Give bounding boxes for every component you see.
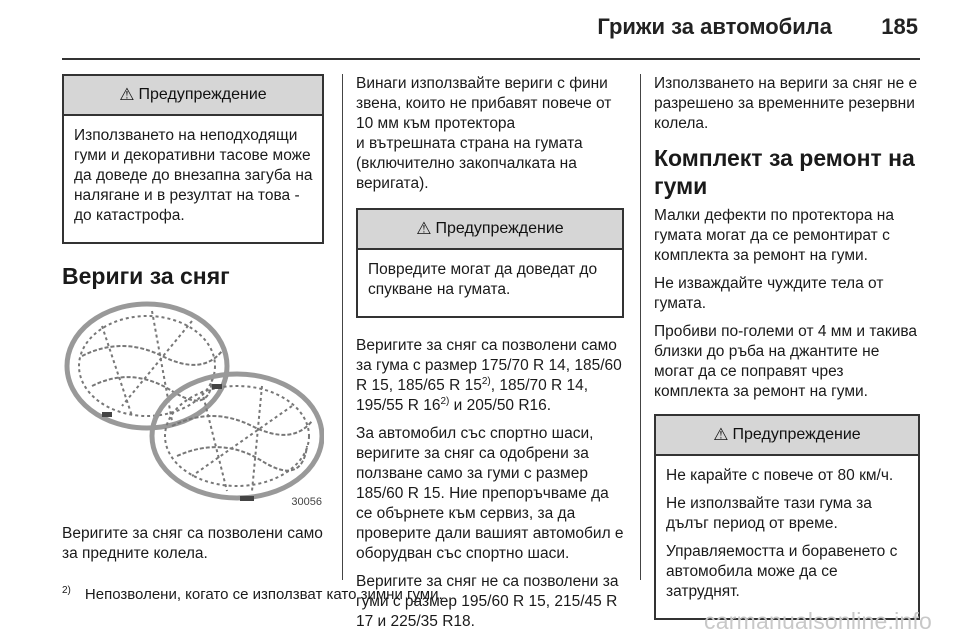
column-divider-1 xyxy=(342,74,343,580)
column-3 xyxy=(654,74,920,638)
warning-header xyxy=(656,416,918,456)
figure-code: 30056 xyxy=(291,496,322,508)
header-rule xyxy=(62,58,920,60)
warning-handling: Управляемостта и боравенето с автомобила може да се затруднят. xyxy=(666,543,898,600)
warning-duration: Не използвайте тази гума за дълъг период от време. xyxy=(666,495,872,532)
paragraph-small-defects: Малки дефекти по протектора на гумата могат да се ремонтират с комплекта за ремонт на гуми. xyxy=(654,207,894,264)
section-heading-snow-chains: Вериги за сняг xyxy=(62,263,230,289)
column-1 xyxy=(62,74,324,572)
section-heading-repair-kit: Комплект за ремонт на гуми xyxy=(654,145,915,199)
footnote-marker: 2) xyxy=(62,585,71,596)
page-header-title: Грижи за автомобила xyxy=(597,14,832,39)
watermark-text: carmanualsonline.info xyxy=(704,608,932,634)
warning-title: Предупреждение xyxy=(435,220,564,237)
warning-box-2 xyxy=(356,208,624,318)
paragraph-large-punctures: Пробиви по-големи от 4 мм и такива близки до ръба на джантите не могат да се поправят чрез комплекта за ремонт на гуми. xyxy=(654,323,918,400)
snow-chains-illustration xyxy=(62,296,324,512)
warning-box-3 xyxy=(654,414,920,620)
warning-box-1 xyxy=(62,74,324,244)
warning-speed-limit: Не карайте с повече от 80 км/ч. xyxy=(666,467,894,484)
page-number: 185 xyxy=(881,14,918,39)
footnote xyxy=(62,586,443,603)
figure-caption: Веригите за сняг са позволени само за предните колела. xyxy=(62,525,323,562)
paragraph-chain-inner: и вътрешната страна на гумата (включително закопчалката на веригата). xyxy=(356,135,583,192)
snow-chains-figure xyxy=(62,296,324,512)
paragraph-chain-links: Винаги използвайте вериги с фини звена, които не прибавят повече от 10 мм към протектора xyxy=(356,75,612,132)
warning-text: Повредите могат да доведат до спукване на гумата. xyxy=(368,261,598,298)
warning-title: Предупреждение xyxy=(138,86,267,103)
warning-title: Предупреждение xyxy=(732,426,861,443)
warning-triangle-icon: ⚠ xyxy=(119,85,135,104)
warning-triangle-icon: ⚠ xyxy=(416,219,432,238)
paragraph-spare-wheels: Използването на вериги за сняг не е разрешено за временните резервни колела. xyxy=(654,75,918,132)
paragraph-allowed-sizes: Веригите за сняг са позволени само за гума с размер 175/70 R 14, 185/60 R 15, 185/65 R 15$^{2)}$, 185/70 R 14, 195/55 R 16$^{2)}$ и 205/50 R16. xyxy=(356,337,622,414)
paragraph-sport-chassis: За автомобил със спортно шаси, веригите за сняг са одобрени за ползване само за гуми с размер 185/60 R 15. Ние препоръчваме да се обърнете към сервиз, за да проверите дали вашият автомобил е оборудван със спортно шаси. xyxy=(356,425,624,562)
paragraph-foreign-objects: Не изваждайте чуждите тела от гумата. xyxy=(654,275,884,312)
column-divider-2 xyxy=(640,74,641,580)
paragraph-not-allowed: Веригите за сняг не са позволени за гуми с размер 195/60 R 15, 215/45 R 17 и 225/35 R18. xyxy=(356,573,619,630)
warning-text: Използването на неподходящи гуми и декоративни тасове може да доведе до внезапна загуба на налягане и в резултат на това - до катастрофа. xyxy=(74,127,313,224)
column-2 xyxy=(356,74,624,640)
footnote-text: Непозволени, когато се използват като зимни гуми. xyxy=(84,586,443,603)
warning-header xyxy=(358,210,622,250)
warning-triangle-icon: ⚠ xyxy=(713,425,729,444)
warning-header xyxy=(64,76,322,116)
